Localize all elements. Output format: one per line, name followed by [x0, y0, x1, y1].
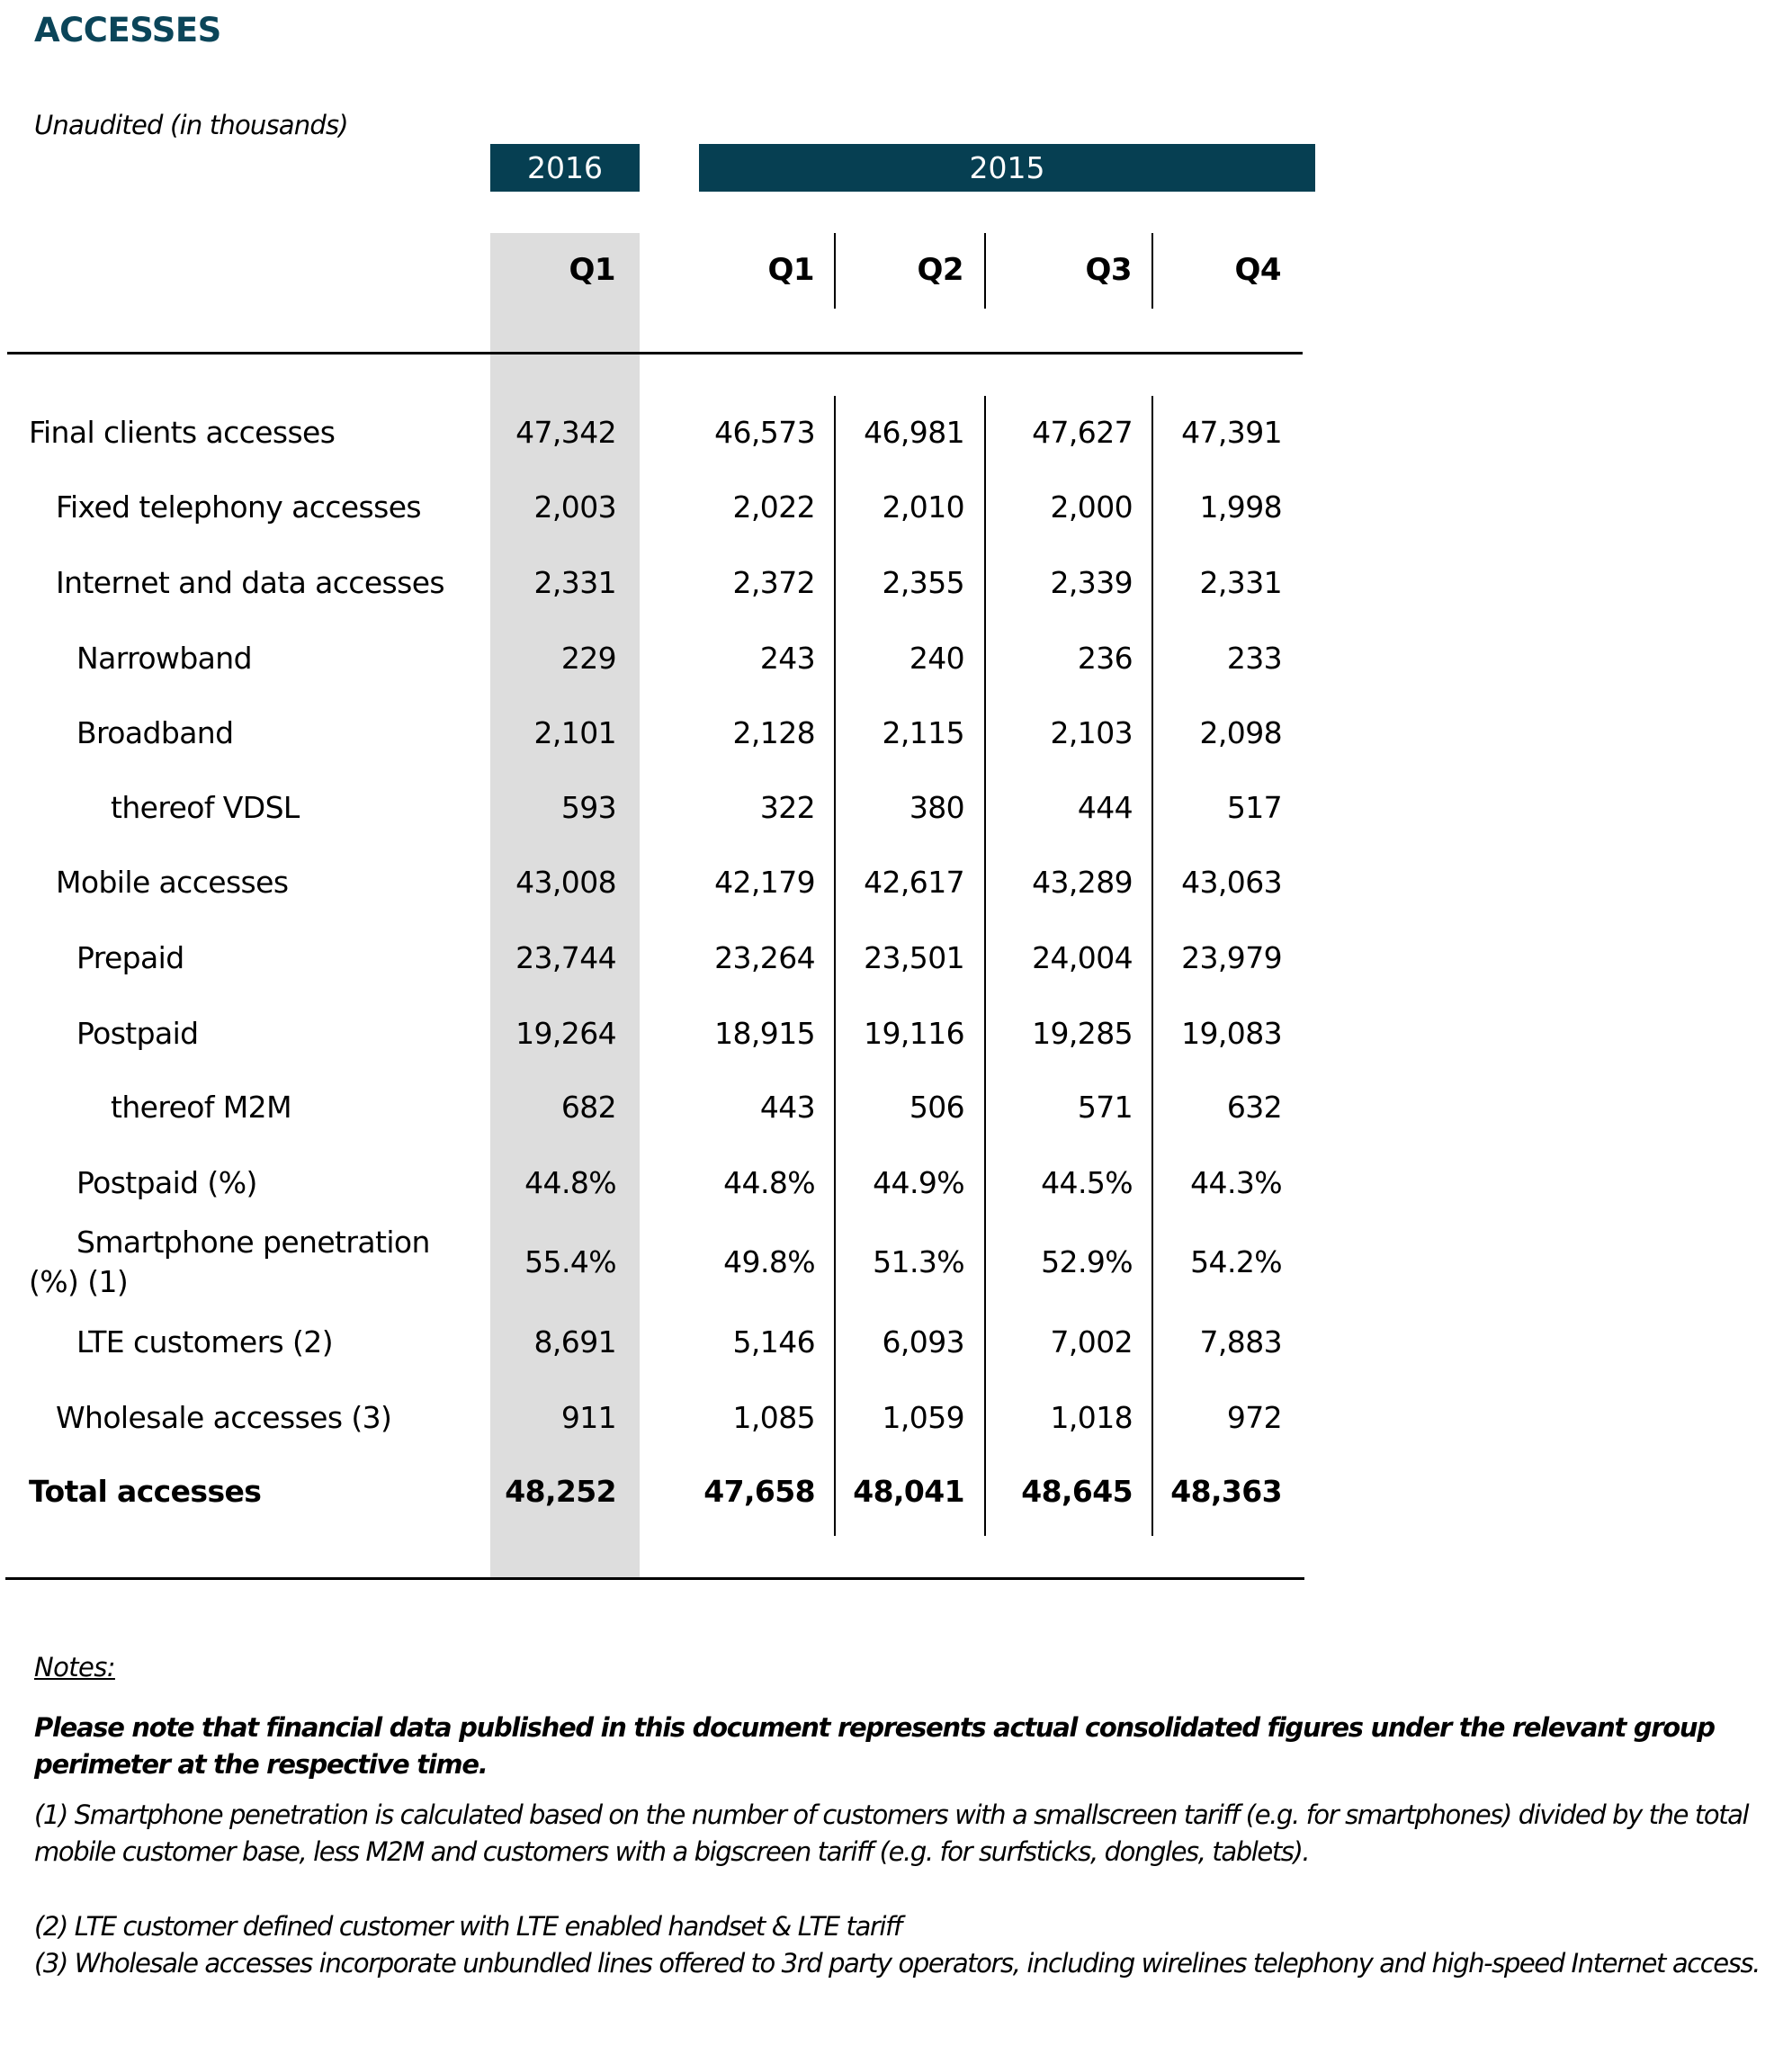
row-label	[29, 1223, 430, 1302]
cell-2015-q3: 44.5%	[1041, 1165, 1133, 1200]
row-label: Narrowband	[76, 641, 252, 676]
cell-2015-q3: 24,004	[1032, 940, 1133, 975]
cell-2015-q4: 632	[1226, 1090, 1282, 1125]
cell-2015-q4: 2,098	[1199, 715, 1282, 750]
cell-2015-q4: 23,979	[1181, 940, 1282, 975]
row-label: LTE customers (2)	[76, 1324, 333, 1360]
cell-2016-q1: 2,331	[533, 565, 616, 600]
column-header-2015-q2: Q2	[917, 252, 963, 288]
cell-2015-q3: 7,002	[1050, 1324, 1133, 1360]
cell-2015-q4: 47,391	[1181, 415, 1282, 450]
row-label: thereof M2M	[111, 1090, 291, 1125]
cell-2015-q1: 23,264	[714, 940, 815, 975]
cell-2015-q1: 5,146	[732, 1324, 815, 1360]
cell-2015-q2: 2,115	[882, 715, 964, 750]
cell-2016-q1: 229	[560, 641, 616, 676]
column-header-2016-q1: Q1	[569, 252, 615, 288]
cell-2015-q2: 42,617	[864, 865, 964, 900]
cell-2015-q4: 2,331	[1199, 565, 1282, 600]
year-label-2015: 2015	[969, 150, 1045, 185]
cell-2015-q4: 44.3%	[1190, 1165, 1282, 1200]
cell-2016-q1: 682	[560, 1090, 616, 1125]
cell-2015-q1: 2,128	[732, 715, 815, 750]
page-title: ACCESSES	[34, 11, 221, 49]
cell-2015-q3: 2,103	[1050, 715, 1133, 750]
cell-2015-q2: 44.9%	[873, 1165, 964, 1200]
cell-2015-q3: 48,645	[1021, 1474, 1133, 1509]
cell-2015-q1: 243	[759, 641, 815, 676]
cell-2016-q1: 2,003	[533, 489, 616, 525]
cell-2016-q1: 47,342	[515, 415, 616, 450]
cell-2015-q2: 2,355	[882, 565, 964, 600]
notes-disclaimer: Please note that financial data published in this document represents actual consolidated figures under the relevant group perimeter at the respective time.	[34, 1712, 1715, 1780]
year-header-2016	[490, 144, 640, 192]
row-label: Final clients accesses	[29, 415, 336, 450]
cell-2015-q3: 52.9%	[1041, 1244, 1133, 1279]
cell-2016-q1: 55.4%	[524, 1244, 616, 1279]
row-label: thereof VDSL	[111, 790, 300, 825]
cell-2015-q4: 517	[1226, 790, 1282, 825]
cell-2015-q1: 42,179	[714, 865, 815, 900]
row-label-line1: Smartphone penetration	[76, 1225, 430, 1260]
cell-2015-q2: 380	[909, 790, 964, 825]
cell-2015-q1: 46,573	[714, 415, 815, 450]
cell-2015-q2: 506	[909, 1090, 964, 1125]
cell-2015-q1: 2,372	[732, 565, 815, 600]
cell-2016-q1: 43,008	[515, 865, 616, 900]
row-label: Total accesses	[29, 1474, 262, 1509]
cell-2015-q2: 48,041	[853, 1474, 964, 1509]
cell-2015-q3: 571	[1077, 1090, 1133, 1125]
cell-2016-q1: 593	[560, 790, 616, 825]
cell-2015-q4: 7,883	[1199, 1324, 1282, 1360]
row-label: Fixed telephony accesses	[56, 489, 421, 525]
table-bottom-rule	[5, 1577, 1304, 1580]
cell-2015-q1: 49.8%	[723, 1244, 815, 1279]
cell-2015-q3: 2,339	[1050, 565, 1133, 600]
row-label: Postpaid (%)	[76, 1165, 257, 1200]
column-divider	[984, 233, 986, 309]
cell-2016-q1: 8,691	[533, 1324, 616, 1360]
cell-2015-q1: 443	[759, 1090, 815, 1125]
cell-2016-q1: 48,252	[505, 1474, 616, 1509]
cell-2015-q4: 233	[1226, 641, 1282, 676]
cell-2016-q1: 2,101	[533, 715, 616, 750]
note-1: (1) Smartphone penetration is calculated based on the number of customers with a smallscreen tariff (e.g. for smartphones) divided by the total mobile customer base, less M2M and customers with a bigscreen tariff (e.g. for surfsticks, dongles, tablets).	[34, 1799, 1749, 1867]
column-header-2015-q3: Q3	[1085, 252, 1132, 288]
cell-2015-q2: 19,116	[864, 1016, 964, 1051]
cell-2015-q4: 1,998	[1199, 489, 1282, 525]
cell-2015-q4: 19,083	[1181, 1016, 1282, 1051]
cell-2015-q1: 322	[759, 790, 815, 825]
row-label: Broadband	[76, 715, 234, 750]
cell-2015-q2: 2,010	[882, 489, 964, 525]
cell-2015-q4: 43,063	[1181, 865, 1282, 900]
column-header-2015-q1: Q1	[767, 252, 814, 288]
cell-2015-q3: 19,285	[1032, 1016, 1133, 1051]
cell-2015-q1: 1,085	[732, 1400, 815, 1435]
row-label-line2: (%) (1)	[29, 1264, 129, 1299]
row-label: Prepaid	[76, 940, 184, 975]
cell-2015-q2: 240	[909, 641, 964, 676]
note-3: (3) Wholesale accesses incorporate unbundled lines offered to 3rd party operators, including wirelines telephony and high-speed Internet access.	[34, 1948, 1760, 1979]
column-divider	[1151, 233, 1153, 309]
cell-2015-q3: 444	[1077, 790, 1133, 825]
cell-2015-q1: 2,022	[732, 489, 815, 525]
cell-2015-q2: 46,981	[864, 415, 964, 450]
year-label-2016: 2016	[527, 150, 603, 185]
table-subtitle: Unaudited (in thousands)	[34, 110, 348, 140]
row-label: Wholesale accesses (3)	[56, 1400, 392, 1435]
cell-2015-q3: 43,289	[1032, 865, 1133, 900]
cell-2015-q2: 51.3%	[873, 1244, 964, 1279]
year-header-2015	[699, 144, 1315, 192]
row-label: Postpaid	[76, 1016, 199, 1051]
cell-2015-q2: 6,093	[882, 1324, 964, 1360]
cell-2015-q1: 18,915	[714, 1016, 815, 1051]
cell-2015-q1: 47,658	[703, 1474, 815, 1509]
cell-2016-q1: 19,264	[515, 1016, 616, 1051]
row-label: Mobile accesses	[56, 865, 289, 900]
notes-heading: Notes:	[34, 1652, 115, 1683]
row-label: Internet and data accesses	[56, 565, 445, 600]
cell-2015-q4: 54.2%	[1190, 1244, 1282, 1279]
cell-2015-q2: 23,501	[864, 940, 964, 975]
column-divider	[834, 233, 836, 309]
table-top-rule	[7, 352, 1303, 354]
cell-2015-q3: 2,000	[1050, 489, 1133, 525]
cell-2015-q4: 972	[1226, 1400, 1282, 1435]
cell-2015-q3: 236	[1077, 641, 1133, 676]
cell-2015-q4: 48,363	[1170, 1474, 1282, 1509]
cell-2016-q1: 911	[560, 1400, 616, 1435]
note-2: (2) LTE customer defined customer with LTE enabled handset & LTE tariff	[34, 1911, 901, 1942]
cell-2015-q1: 44.8%	[723, 1165, 815, 1200]
cell-2015-q3: 1,018	[1050, 1400, 1133, 1435]
column-header-2015-q4: Q4	[1234, 252, 1281, 288]
cell-2016-q1: 23,744	[515, 940, 616, 975]
cell-2015-q3: 47,627	[1032, 415, 1133, 450]
cell-2015-q2: 1,059	[882, 1400, 964, 1435]
cell-2016-q1: 44.8%	[524, 1165, 616, 1200]
